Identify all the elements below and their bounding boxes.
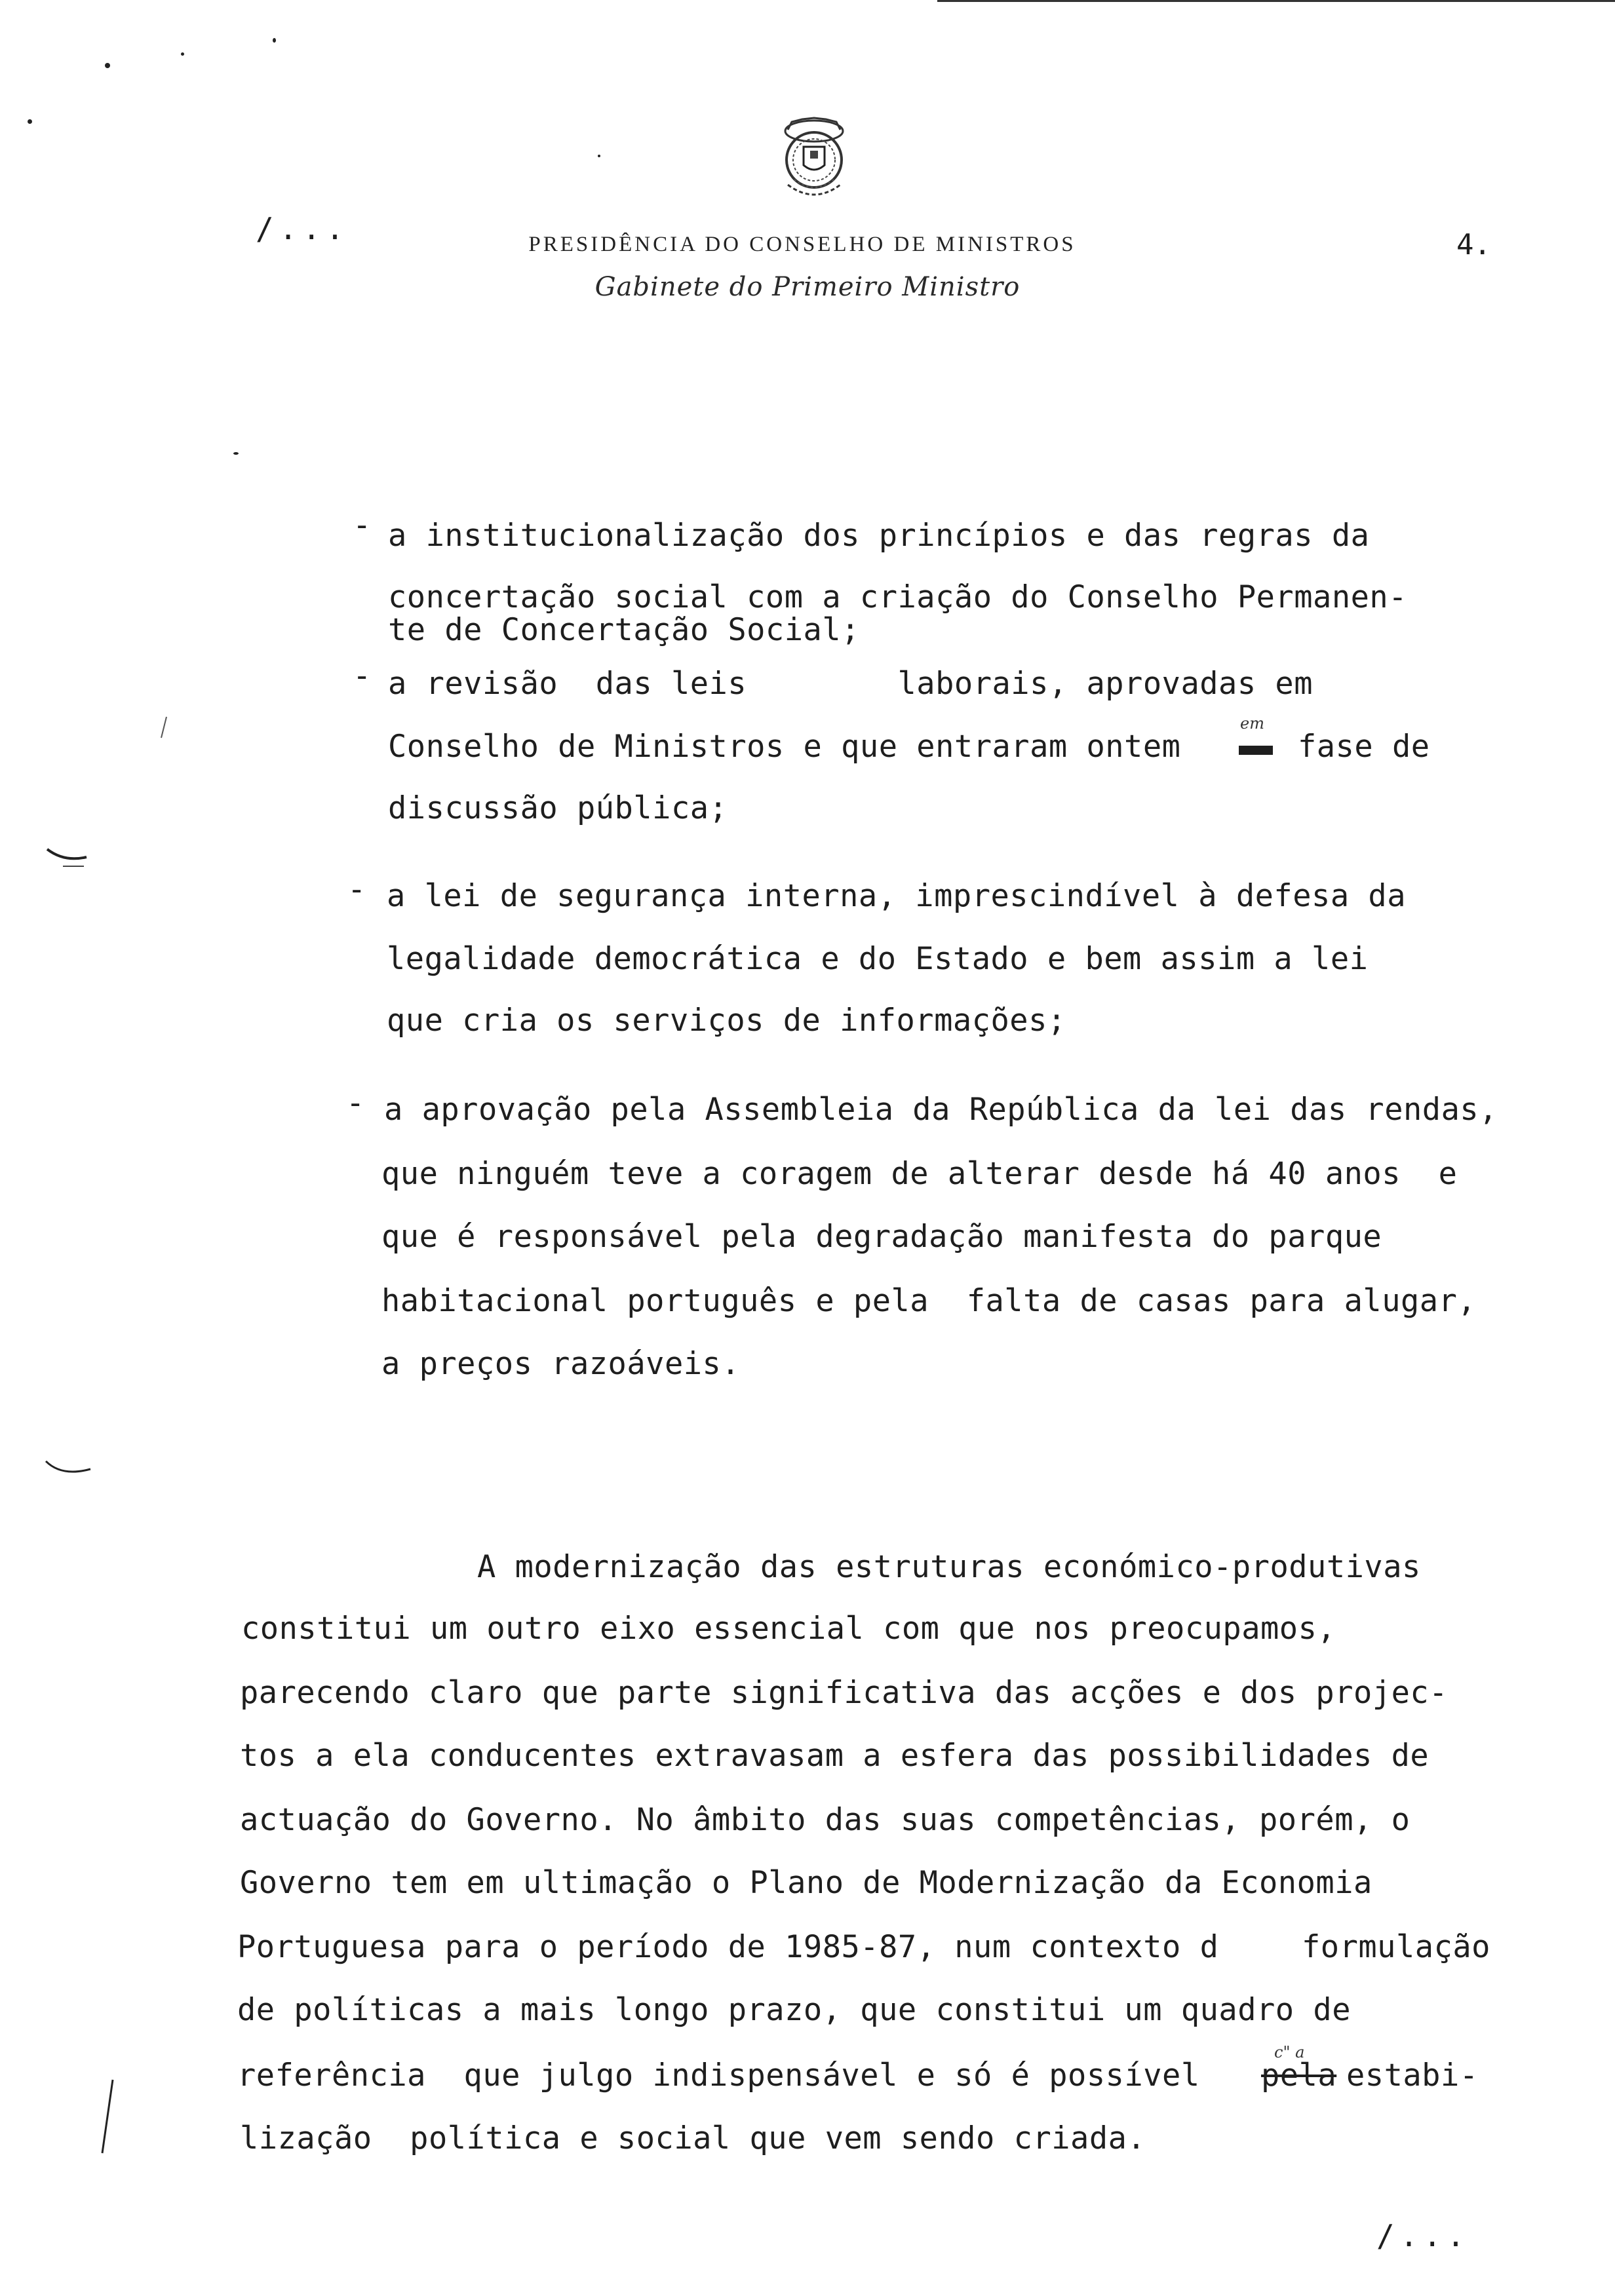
bullet-1-line-1: a institucionalização dos princípios e das regras da [388, 518, 1370, 554]
handwritten-correction: em [1240, 714, 1264, 733]
paragraph-line-10: lização política e social que vem sendo criada. [240, 2120, 1146, 2156]
handwritten-correction: c" a [1274, 2043, 1305, 2061]
organization-heading [0, 233, 1615, 257]
bullet-4-line-4: habitacional português e pela falta de casas para alugar, [381, 1283, 1477, 1319]
bullet-4-line-3: que é responsável pela degradação manifesta do parque [381, 1219, 1382, 1255]
paragraph-line-1: A modernização das estruturas económico-produtivas [477, 1549, 1421, 1585]
paragraph-line-9: referência que julgo indispensável e só é possível [237, 2057, 1219, 2094]
coat-of-arms-seal [762, 106, 866, 211]
bullet-dash: - [346, 1085, 365, 1121]
bullet-4-line-1: a aprovação pela Assembleia da República da lei das rendas, [384, 1092, 1498, 1128]
organization-heading-text: PRESIDÊNCIA DO CONSELHO DE MINISTROS [528, 233, 1076, 256]
bullet-2-line-2-end: fase de [1298, 729, 1430, 765]
department-subheading: Gabinete do Primeiro Ministro [594, 272, 1021, 302]
scan-speck [105, 63, 110, 68]
scan-speck [181, 52, 184, 56]
bullet-dash: - [353, 507, 372, 543]
bullet-4-line-2: que ninguém teve a coragem de alterar desde há 40 anos e [381, 1156, 1458, 1192]
paragraph-line-7: Portuguesa para o período de 1985-87, num contexto d [237, 1929, 1219, 1965]
continuation-mark-top: /... [256, 211, 349, 246]
bullet-3-line-2: legalidade democrática e do Estado e bem assim a lei [387, 941, 1369, 977]
bullet-3-line-3: que cria os serviços de informações; [387, 1003, 1066, 1039]
paragraph-line-2: constitui um outro eixo essencial com que nos preocupamos, [241, 1611, 1336, 1647]
scan-speck [233, 452, 239, 455]
bullet-dash: - [353, 658, 372, 694]
margin-mark [98, 2077, 118, 2156]
scan-speck [273, 38, 276, 43]
top-rule [937, 0, 1615, 2]
bullet-1-line-3: te de Concertação Social; [388, 612, 860, 648]
paragraph-line-3: parecendo claro que parte significativa das acções e dos projec- [240, 1675, 1448, 1711]
paragraph-line-9-end: estabi- [1346, 2057, 1479, 2094]
page-number: 4. [1456, 228, 1491, 261]
scan-speck [598, 155, 600, 157]
bullet-2-line-1: a revisão das leis laborais, aprovadas em [388, 666, 1313, 702]
paragraph-line-4: tos a ela conducentes extravasam a esfera das possibilidades de [240, 1738, 1430, 1774]
paragraph-line-6: Governo tem em ultimação o Plano de Modernização da Economia [240, 1865, 1372, 1901]
margin-mark [45, 845, 90, 871]
bullet-3-line-1: a lei de segurança interna, imprescindível à defesa da [387, 878, 1407, 914]
paragraph-line-7-end: formulação [1302, 1929, 1490, 1965]
bullet-4-line-5: a preços razoáveis. [381, 1346, 741, 1382]
bullet-2-line-3: discussão pública; [388, 790, 728, 826]
paragraph-line-8: de políticas a mais longo prazo, que constitui um quadro de [237, 1992, 1351, 2028]
struck-out-word [1239, 746, 1273, 755]
paragraph-line-5: actuação do Governo. No âmbito das suas competências, porém, o [240, 1802, 1411, 1838]
paragraph-line-9-struck: pela [1261, 2057, 1337, 2094]
bullet-2-line-2: Conselho de Ministros e que entraram ontem [388, 729, 1181, 765]
scan-speck [28, 119, 32, 124]
continuation-mark-bottom: /... [1376, 2218, 1470, 2253]
margin-mark [42, 1457, 94, 1483]
bullet-1-line-2: concertação social com a criação do Conselho Permanen- [388, 579, 1408, 615]
margin-mark [157, 714, 170, 740]
bullet-dash: - [347, 871, 366, 908]
